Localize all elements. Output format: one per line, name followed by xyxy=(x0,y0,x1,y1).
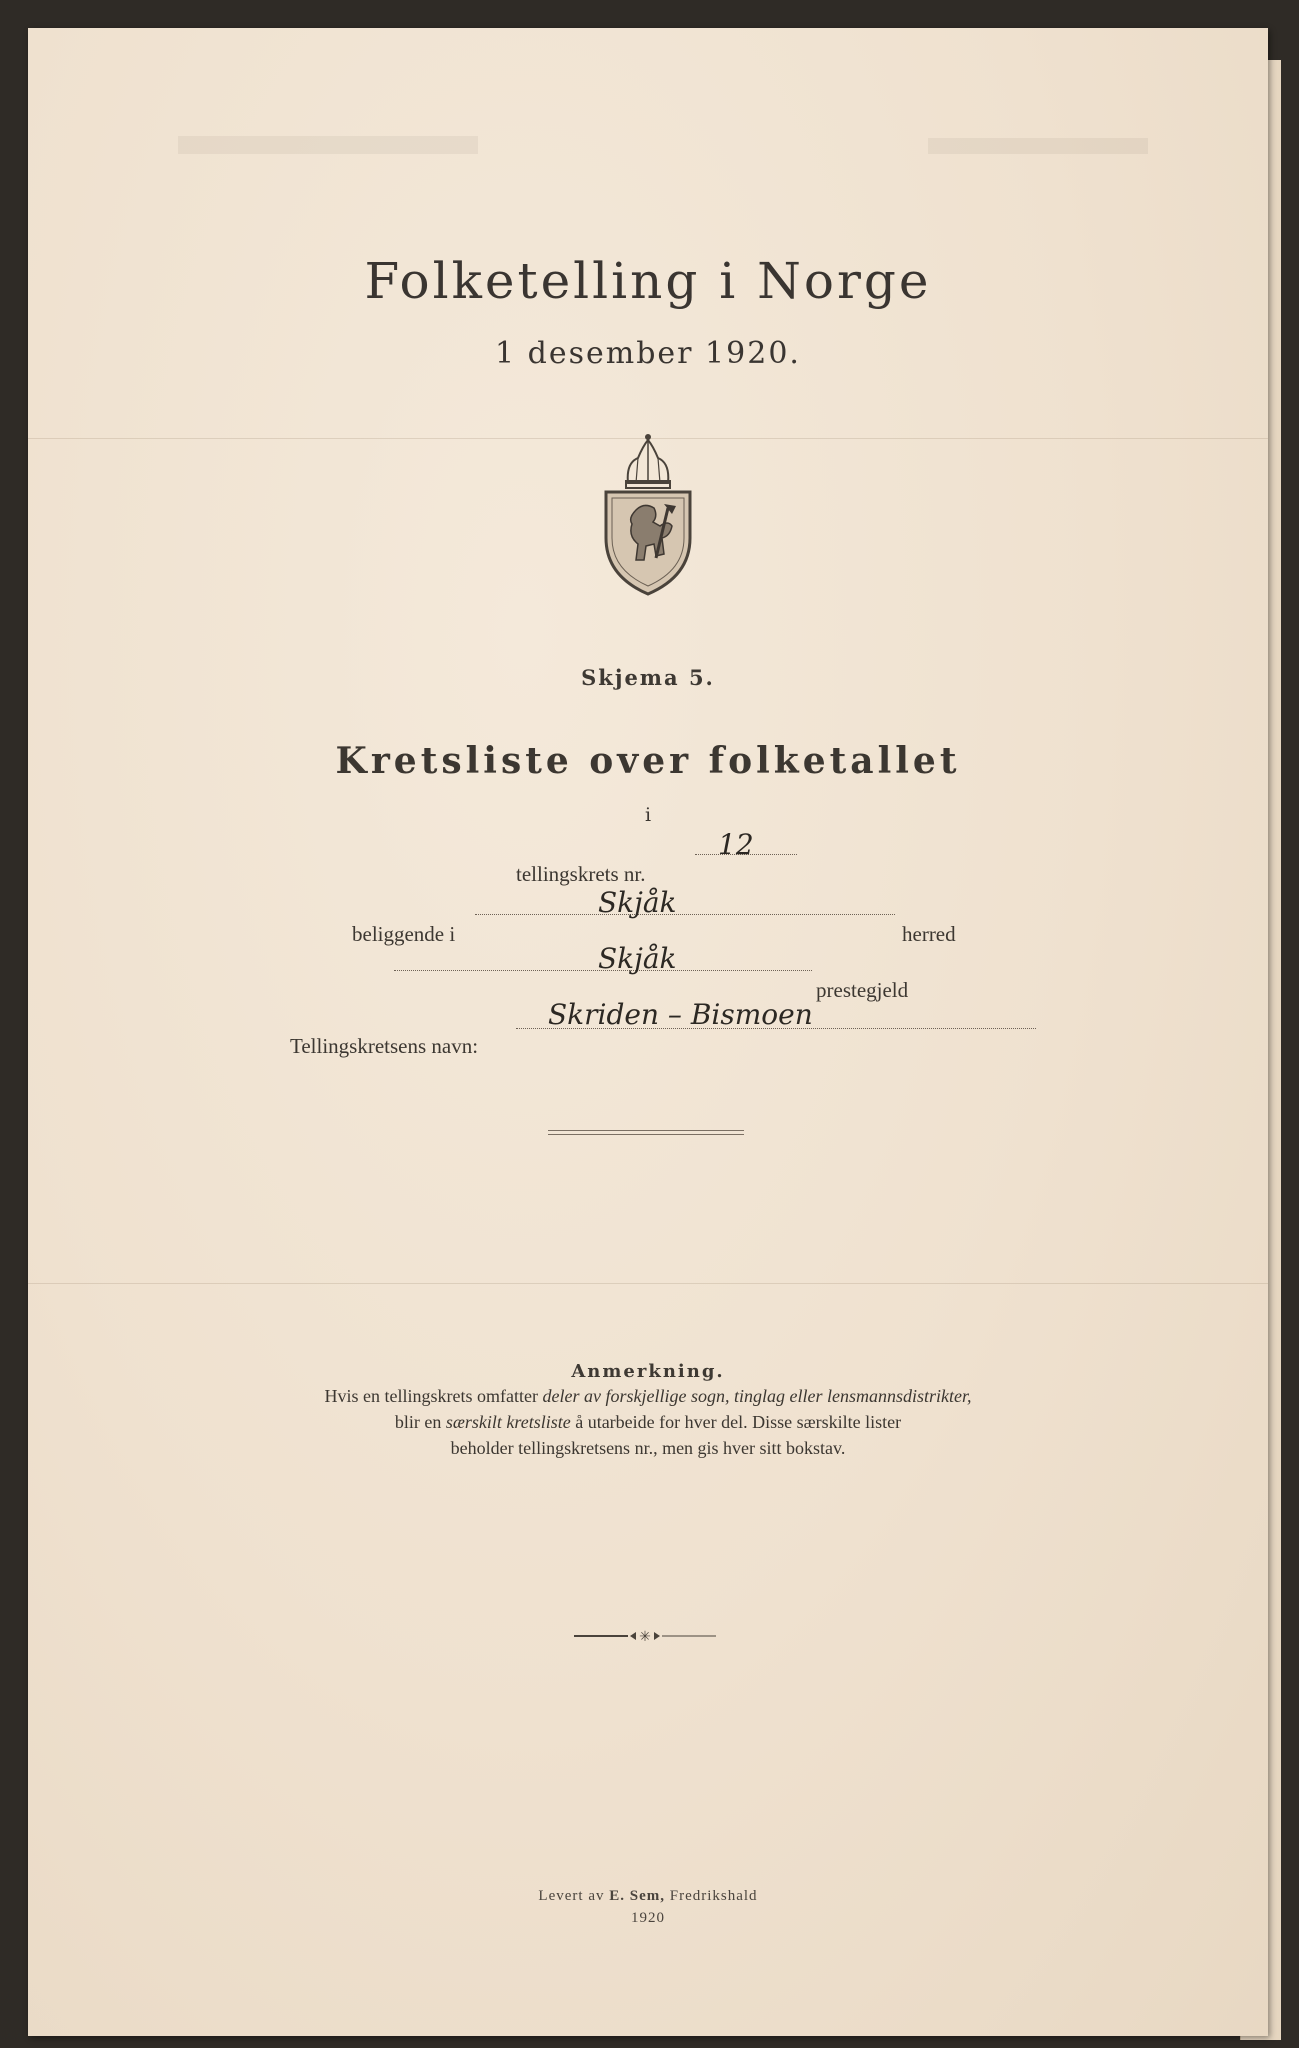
form-heading: Kretsliste over folketallet xyxy=(335,740,961,782)
krets-value: 12 xyxy=(718,828,754,861)
document-page xyxy=(28,28,1268,2036)
herred-line xyxy=(475,914,895,915)
census-date: 1 desember 1920. xyxy=(495,336,801,371)
svg-text:✳: ✳ xyxy=(639,1629,651,1644)
schema-number: Skjema 5. xyxy=(581,665,715,690)
note-line: Hvis en tellingskrets omfatter deler av forskjellige sogn, tinglag eller lensmannsdistrikter, xyxy=(324,1386,972,1406)
herred-value: Skjåk xyxy=(598,886,677,919)
krets-label: tellingskrets nr. xyxy=(516,862,646,886)
herred-label: herred xyxy=(902,922,956,946)
note-heading: Anmerkning. xyxy=(571,1361,725,1382)
ornament-divider-icon xyxy=(570,1628,720,1644)
prestegjeld-label: prestegjeld xyxy=(816,978,909,1002)
bleed-through-text xyxy=(178,136,478,154)
note-line: beholder tellingskretsens nr., men gis hver sitt bokstav. xyxy=(450,1438,846,1458)
norwegian-coat-of-arms-icon xyxy=(598,428,698,598)
bleed-through-text xyxy=(928,138,1148,154)
beliggende-label: beliggende i xyxy=(352,922,456,946)
divider-rule xyxy=(548,1134,744,1135)
navn-label: Tellingskretsens navn: xyxy=(290,1034,479,1058)
divider-rule xyxy=(548,1130,744,1131)
prestegjeld-value: Skjåk xyxy=(598,942,677,975)
print-year: 1920 xyxy=(631,1910,665,1926)
note-line: blir en særskilt kretsliste å utarbeide for hver del. Disse særskilte lister xyxy=(394,1412,902,1432)
navn-value: Skriden – Bismoen xyxy=(548,998,813,1031)
document-title: Folketelling i Norge xyxy=(364,252,932,310)
paper-fold xyxy=(28,1283,1268,1284)
printer-credit: Levert av E. Sem, Fredrikshald xyxy=(538,1888,758,1904)
connector-word: i xyxy=(644,804,652,826)
